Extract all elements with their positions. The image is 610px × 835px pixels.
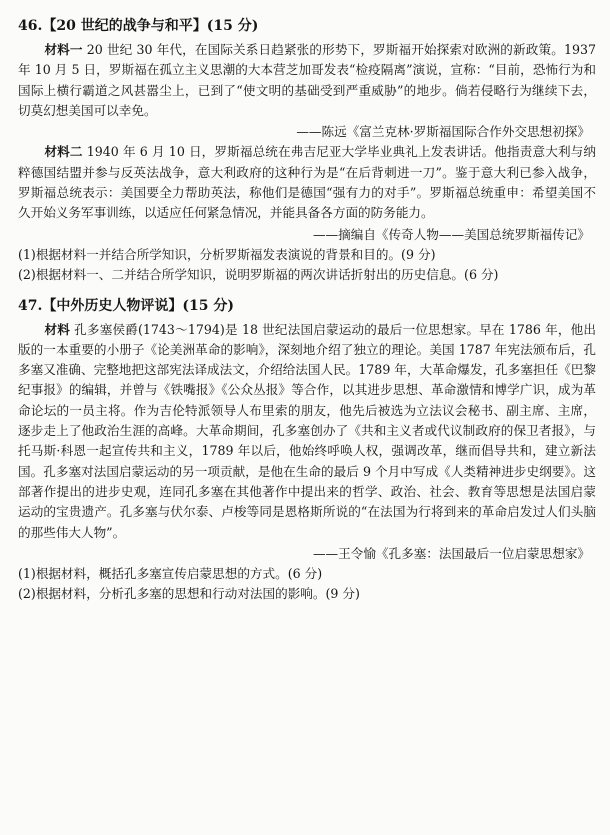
q47-material-label: 材料 bbox=[44, 321, 70, 337]
q46-material-1-source: ——陈远《富兰克林·罗斯福国际合作外交思想初探》 bbox=[296, 124, 590, 140]
q47-subquestion-2: (2)根据材料，分析孔多塞的思想和行动对法国的影响。(9 分) bbox=[18, 586, 360, 602]
q47-material-text: 孔多塞侯爵(1743～1794)是 18 世纪法国启蒙运动的最后一位思想家。早在 1786 年，他出版的一本重要的小册子《论美洲革命的影响》，深刻地介绍了独立的理论。美国 1787 年宪法颁布后，孔多塞又准确、完整地把这部宪法译成法文，介绍给法国人民。1789 年，大革命爆发，孔多塞担任《巴黎纪事报》的编辑，并曾与《铁嘴报》《公众丛报》等合作，以其进步思想、革命激情和博学广识，成为革命论坛的一员主将。作为吉伦特派领导人布里索的朋友，他先后被选为立法议会秘书、副主席、主席，逐步走上了他政治生涯的高峰。大革命期间，孔多塞创办了《共和主义者或代议制政府的保卫者报》，与托马斯·科恩一起宣传共和主义，1789 年以后，他始终呼唤人权，强调改革，继而倡导共和，建立新法国。孔多塞对法国启蒙运动的另一项贡献，是他在生命的最后 9 个月中写成《人类精神进步史纲要》。这部著作提出的进步史观，连同孔多塞在其他著作中提出来的哲学、政治、社会、教育等思想是法国启蒙运动的宝贵遗产。孔多塞与伏尔泰、卢梭等同是恩格斯所说的“在法国为行将到来的革命启发过人们头脑的那些伟大人物”。 bbox=[18, 321, 596, 540]
q46-subquestion-1: (1)根据材料一并结合所学知识，分析罗斯福发表演说的背景和目的。(9 分) bbox=[18, 246, 436, 262]
q46-material-2-source: ——摘编自《传奇人物——美国总统罗斯福传记》 bbox=[312, 226, 590, 242]
q47-material-source: ——王令愉《孔多塞：法国最后一位启蒙思想家》 bbox=[312, 545, 590, 561]
question-46-heading: 46.【20 世纪的战争与和平】(15 分) bbox=[18, 18, 259, 34]
q46-material-1-text: 20 世纪 30 年代，在国际关系日趋紧张的形势下，罗斯福开始探索对欧洲的新政策。1937 年 10 月 5 日，罗斯福在孤立主义思潮的大本营芝加哥发表“检疫隔离”演说，宣称：“目前，恐怖行为和国际上横行霸道之风甚嚣尘上，已到了“使文明的基础受到严重威胁”的地步。倘若侵略行为继续下去，切莫幻想美国可以幸免。 bbox=[18, 42, 596, 118]
q47-subquestion-1: (1)根据材料，概括孔多塞宣传启蒙思想的方式。(6 分) bbox=[18, 566, 323, 582]
question-47 bbox=[18, 296, 596, 605]
section-gap bbox=[18, 286, 596, 296]
q47-material bbox=[18, 320, 596, 543]
q46-material-1-label: 材料一 bbox=[44, 42, 83, 57]
q46-material-2-text: 1940 年 6 月 10 日，罗斯福总统在弗吉尼亚大学毕业典礼上发表讲话。他指责意大利与纳粹德国结盟并参与反英法战争，意大利政府的这种行为是“在后背刺进一刀”。鉴于意大利已参入战争，罗斯福总统表示：美国要全力帮助英法，称他们是德国“强有力的对手”。罗斯福总统重申：希望美国不久开始义务军事训练，以适应任何紧急情况，并能具备各方面的防务能力。 bbox=[18, 144, 596, 221]
question-47-heading: 47.【中外历史人物评说】(15 分) bbox=[18, 297, 234, 314]
question-46 bbox=[18, 16, 596, 286]
q46-subquestion-2: (2)根据材料一、二并结合所学知识，说明罗斯福的两次讲话折射出的历史信息。(6 分) bbox=[18, 267, 499, 283]
q46-material-2-label: 材料二 bbox=[44, 144, 83, 160]
q46-material-2 bbox=[18, 142, 596, 223]
q46-material-1 bbox=[18, 40, 596, 121]
